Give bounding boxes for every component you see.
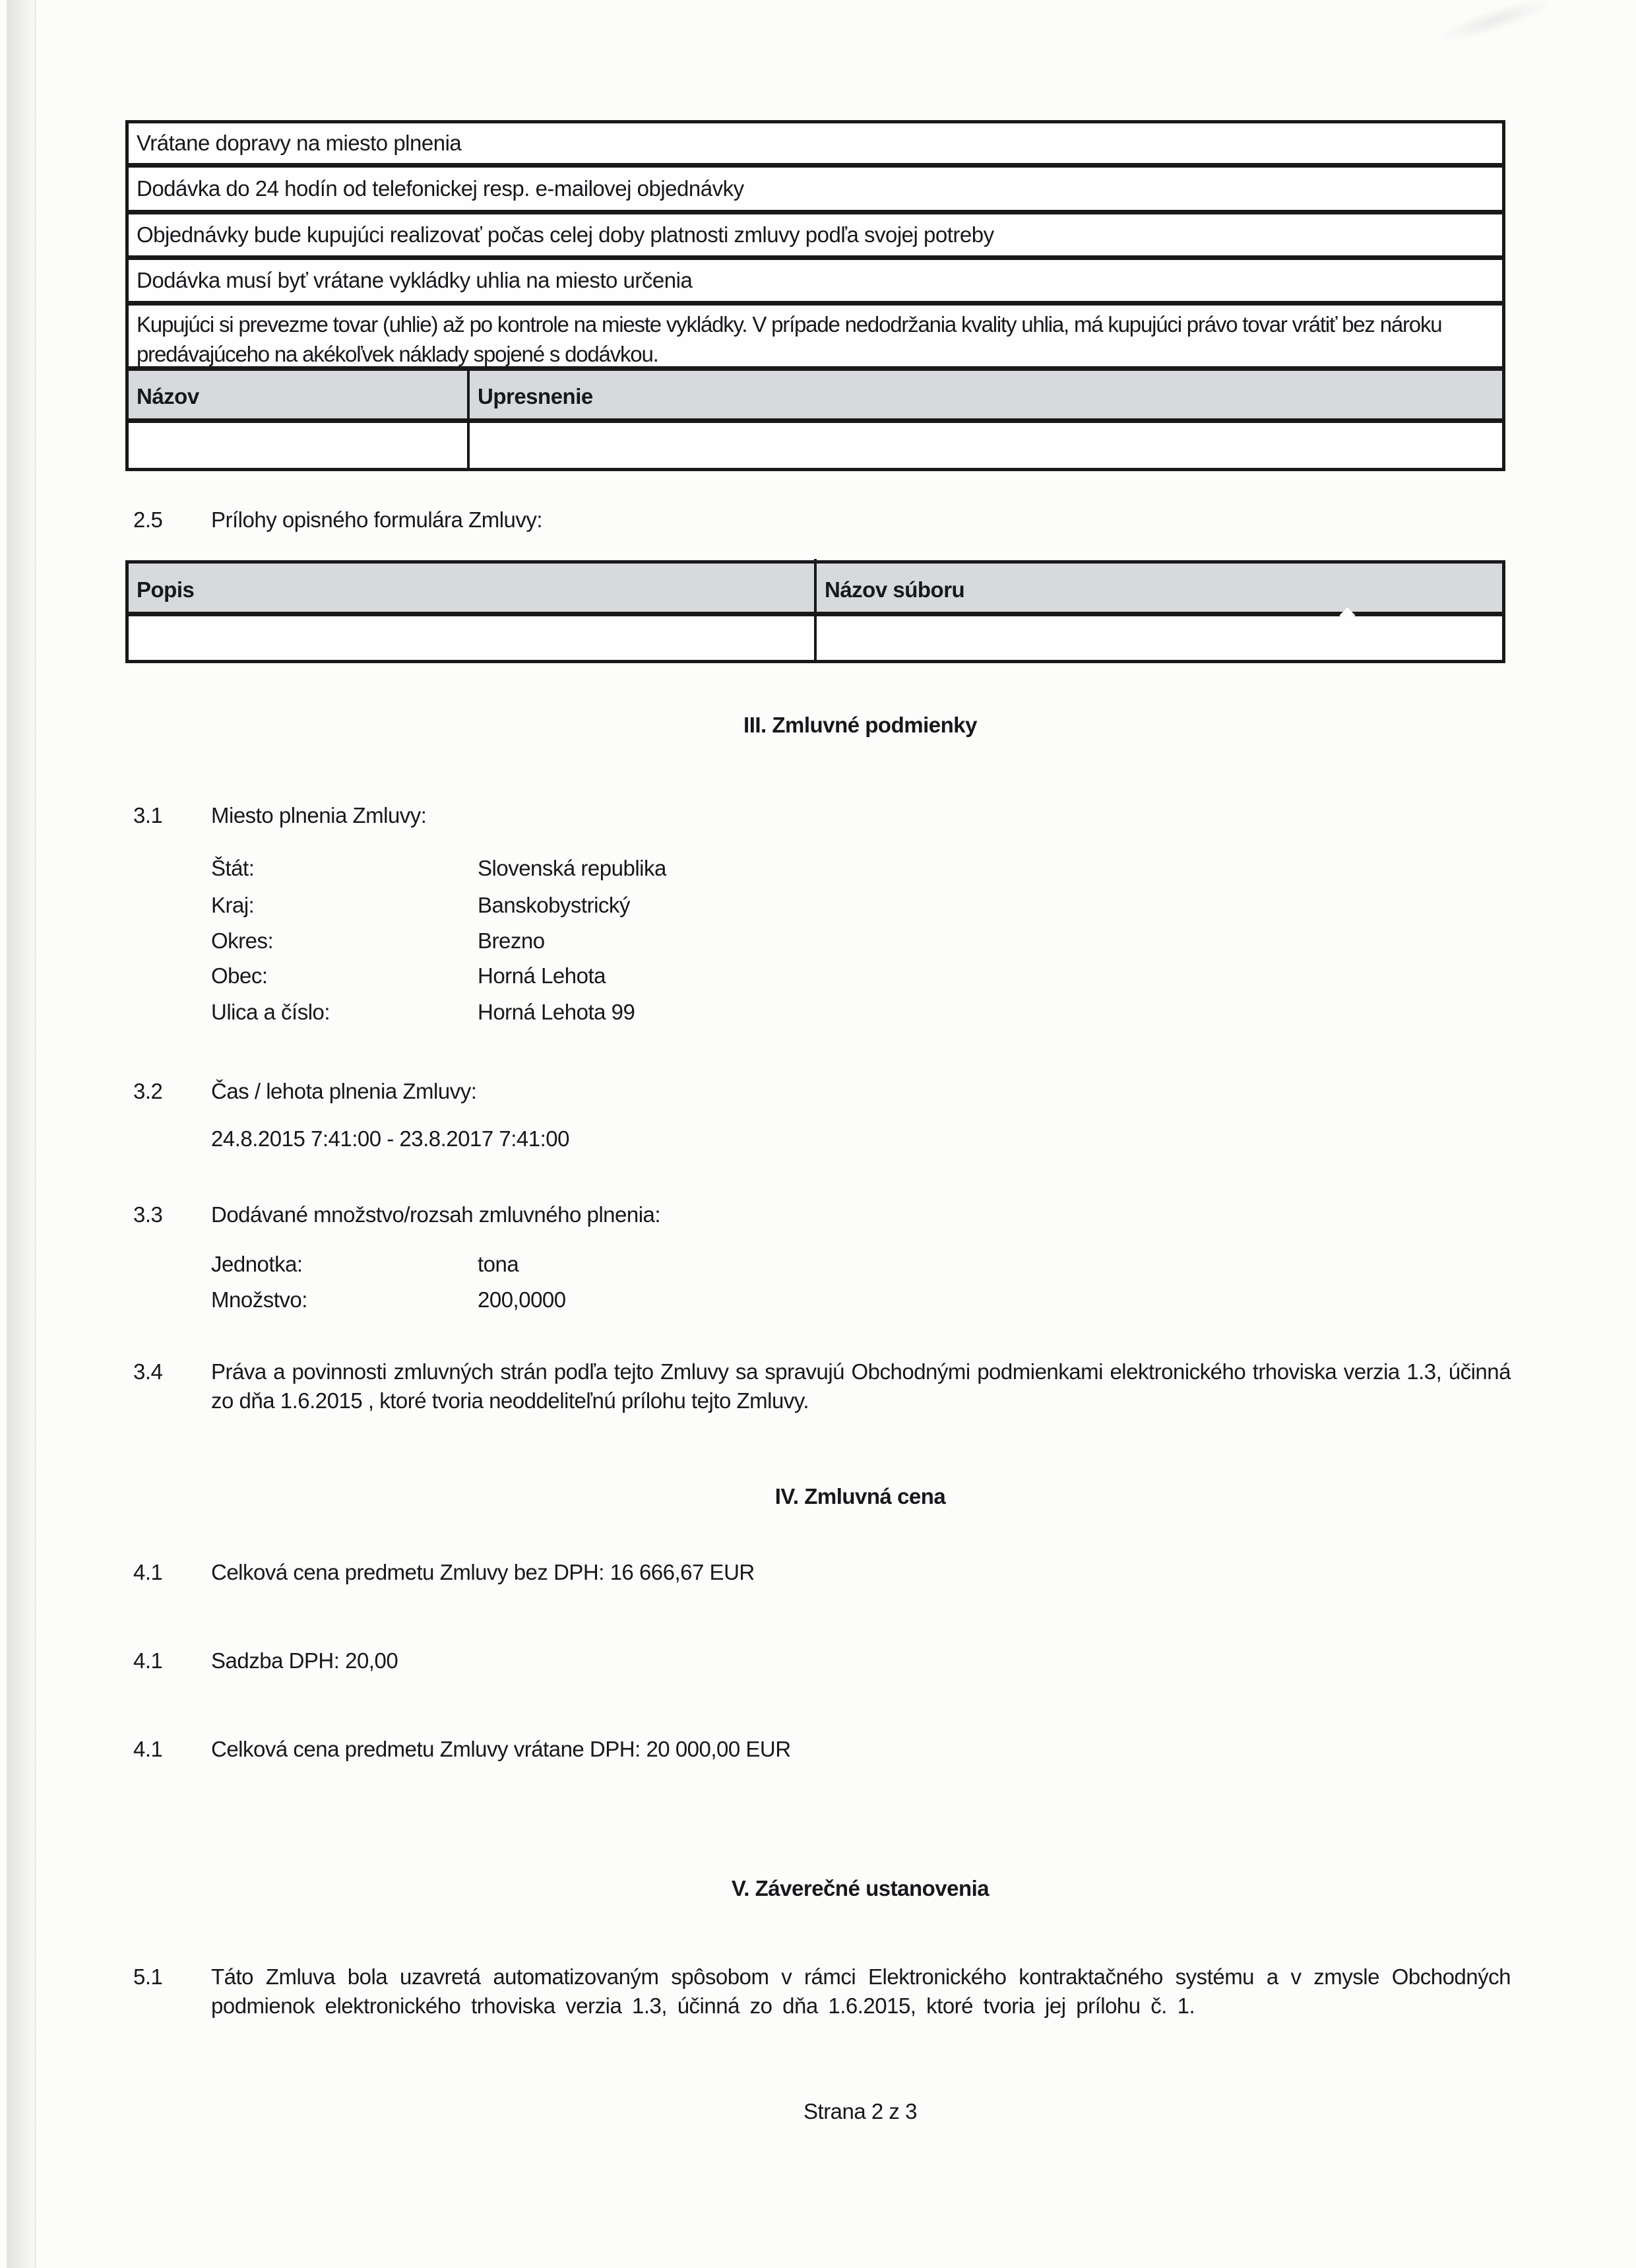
- field-value: tona: [478, 1252, 519, 1276]
- field-value: Slovenská republika: [478, 856, 666, 880]
- field-label: Obec:: [211, 963, 268, 988]
- condition-text: Dodávka musí byť vrátane vykládky uhlia na miesto určenia: [137, 268, 693, 292]
- section-4-heading: IV. Zmluvná cena: [774, 1484, 946, 1508]
- scanner-edge-band: [7, 0, 38, 2268]
- section-text: Celková cena predmetu Zmluvy vrátane DPH: 20 000,00 EUR: [211, 1737, 791, 1761]
- field-label: Štát:: [211, 856, 255, 880]
- section-number: 2.5: [133, 507, 163, 532]
- field-row-ulica: [211, 1000, 1504, 1025]
- attachments-empty-row: [129, 616, 1502, 660]
- section-title: Dodávané množstvo/rozsah zmluvného plnenia:: [211, 1202, 661, 1227]
- detail-empty-cell: [470, 423, 1502, 468]
- conditions-table: [125, 120, 1505, 471]
- attachments-table: [125, 560, 1505, 663]
- filename-empty-cell: [817, 616, 1502, 660]
- name-detail-empty-row: [129, 423, 1502, 468]
- field-value: Horná Lehota: [478, 963, 606, 988]
- section-4-1-total-without-vat: [125, 1558, 1513, 1587]
- section-3-heading: III. Zmluvné podmienky: [743, 713, 977, 737]
- condition-text: Vrátane dopravy na miesto plnenia: [137, 131, 462, 155]
- section-number: 5.1: [133, 1964, 163, 1989]
- section-number: 3.2: [133, 1079, 163, 1103]
- section-text: Sadzba DPH: 20,00: [211, 1648, 398, 1673]
- section-text: Práva a povinnosti zmluvných strán podľa tejto Zmluvy sa spravujú Obchodnými podmienkami elektronického trhoviska verzia 1.3, účinná zo dňa 1.6.2015 , ktoré tvoria neoddeliteľnú prílohu tejto Zmluvy.: [211, 1359, 1511, 1413]
- section-number: 4.1: [133, 1648, 163, 1673]
- conditions-row: [129, 260, 1502, 306]
- name-empty-cell: [129, 423, 470, 468]
- field-label: Množstvo:: [211, 1287, 307, 1312]
- field-value: Horná Lehota 99: [478, 1000, 635, 1024]
- section-5-1: [125, 1962, 1513, 2021]
- description-column-header: Popis: [129, 559, 817, 612]
- section-title: Prílohy opisného formulára Zmluvy:: [211, 507, 543, 532]
- section-3-3: [125, 1200, 1513, 1229]
- page-number-footer: Strana 2 z 3: [803, 2099, 917, 2123]
- field-value: Brezno: [478, 928, 545, 953]
- conditions-row: [129, 168, 1502, 214]
- field-row-obec: [211, 963, 1504, 988]
- filename-column-header: Názov súboru: [825, 577, 965, 602]
- section-2-5: [125, 505, 1513, 535]
- contract-period-value: 24.8.2015 7:41:00 - 23.8.2017 7:41:00: [211, 1126, 569, 1151]
- field-row-kraj: [211, 893, 1504, 918]
- conditions-row: [129, 214, 1502, 260]
- section-title: Miesto plnenia Zmluvy:: [211, 803, 427, 827]
- condition-text: Objednávky bude kupujúci realizovať počas celej doby platnosti zmluvy podľa svojej potreby: [137, 222, 994, 247]
- section-number: 4.1: [133, 1737, 163, 1761]
- condition-text: Kupujúci si prevezme tovar (uhlie) až po kontrole na mieste vykládky. V prípade nedodržania kvality uhlia, má kupujúci právo tovar vrátiť bez nároku predávajúceho na akékoľvek náklady spojené s dodávkou.: [137, 312, 1442, 366]
- detail-column-header: Upresnenie: [478, 384, 593, 408]
- section-4-1-vat-rate: [125, 1646, 1513, 1675]
- conditions-row: [129, 306, 1502, 371]
- section-text: Celková cena predmetu Zmluvy bez DPH: 16 666,67 EUR: [211, 1560, 755, 1584]
- section-number: 4.1: [133, 1560, 163, 1584]
- field-label: Kraj:: [211, 893, 255, 917]
- field-value: Banskobystrický: [478, 893, 630, 917]
- field-row-mnozstvo: [211, 1287, 1504, 1312]
- section-3-4: [125, 1357, 1513, 1415]
- field-label: Okres:: [211, 928, 274, 953]
- scan-smudge: [1431, 0, 1557, 51]
- section-4-1-total-with-vat: [125, 1735, 1513, 1764]
- field-row-okres: [211, 928, 1504, 954]
- section-title: Čas / lehota plnenia Zmluvy:: [211, 1079, 477, 1103]
- section-5-heading: V. Záverečné ustanovenia: [731, 1876, 990, 1900]
- conditions-row: [129, 123, 1502, 168]
- section-number: 3.4: [133, 1359, 163, 1384]
- name-detail-header-row: [129, 371, 1502, 423]
- field-row-stat: [211, 856, 1504, 881]
- scanner-streak: [34, 0, 36, 2268]
- section-text: Táto Zmluva bola uzavretá automatizovaným spôsobom v rámci Elektronického kontraktačného systému a v zmysle Obchodných podmienok elektronického trhoviska verzia 1.3, účinná zo dňa 1.6.2015, ktoré tvoria jej prílohu č. 1.: [211, 1964, 1511, 2018]
- field-value: 200,0000: [478, 1287, 566, 1312]
- field-label: Ulica a číslo:: [211, 1000, 330, 1024]
- section-number: 3.3: [133, 1202, 163, 1227]
- attachments-header-row: [129, 564, 1502, 616]
- section-3-2: [125, 1077, 1513, 1106]
- condition-text: Dodávka do 24 hodín od telefonickej resp. e-mailovej objednávky: [137, 176, 744, 201]
- section-3-1: [125, 801, 1513, 830]
- field-label: Jednotka:: [211, 1252, 303, 1276]
- field-row-jednotka: [211, 1252, 1504, 1277]
- section-number: 3.1: [133, 803, 163, 827]
- description-empty-cell: [129, 616, 817, 660]
- name-column-header: Názov: [129, 366, 470, 418]
